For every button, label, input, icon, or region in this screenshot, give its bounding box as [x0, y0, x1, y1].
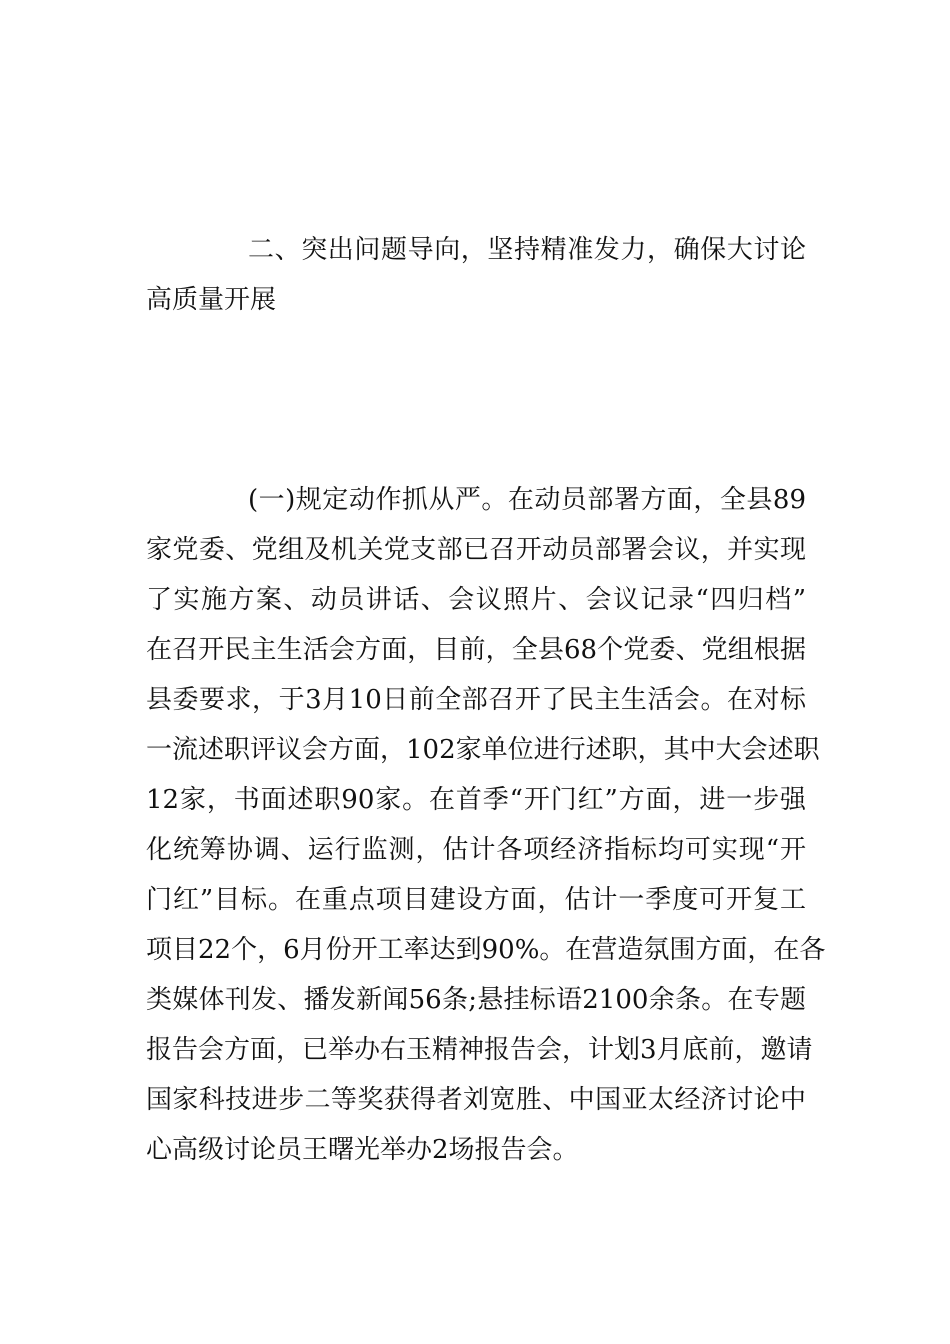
paragraph-line-9: 门红”目标。在重点项目建设方面，估计一季度可开复工: [146, 885, 806, 915]
paragraph-line-6: 一流述职评议会方面，102家单位进行述职，其中大会述职: [146, 735, 820, 765]
section-heading-line-2: 高质量开展: [146, 285, 277, 315]
paragraph-line-10: 项目22个，6月份开工率达到90%。在营造氛围方面，在各: [146, 935, 826, 965]
paragraph-line-1: (一)规定动作抓从严。在动员部署方面，全县89: [248, 485, 806, 515]
paragraph-line-2: 家党委、党组及机关党支部已召开动员部署会议，并实现: [146, 535, 806, 565]
paragraph-line-11: 类媒体刊发、播发新闻56条;悬挂标语2100余条。在专题: [146, 985, 806, 1015]
paragraph-line-8: 化统筹协调、运行监测，估计各项经济指标均可实现“开: [146, 835, 806, 865]
paragraph-line-4: 在召开民主生活会方面，目前，全县68个党委、党组根据: [146, 635, 806, 665]
section-heading-line-1: 二、突出问题导向，坚持精准发力，确保大讨论: [248, 235, 806, 265]
paragraph-line-5: 县委要求，于3月10日前全部召开了民主生活会。在对标: [146, 685, 806, 715]
paragraph-line-7: 12家，书面述职90家。在首季“开门红”方面，进一步强: [146, 785, 806, 815]
paragraph-line-12: 报告会方面，已举办右玉精神报告会，计划3月底前，邀请: [146, 1035, 813, 1065]
paragraph-line-13: 国家科技进步二等奖获得者刘宽胜、中国亚太经济讨论中: [146, 1085, 806, 1115]
paragraph-line-3: 了实施方案、动员讲话、会议照片、会议记录“四归档”: [146, 585, 806, 615]
paragraph-line-14: 心高级讨论员王曙光举办2场报告会。: [146, 1135, 579, 1165]
